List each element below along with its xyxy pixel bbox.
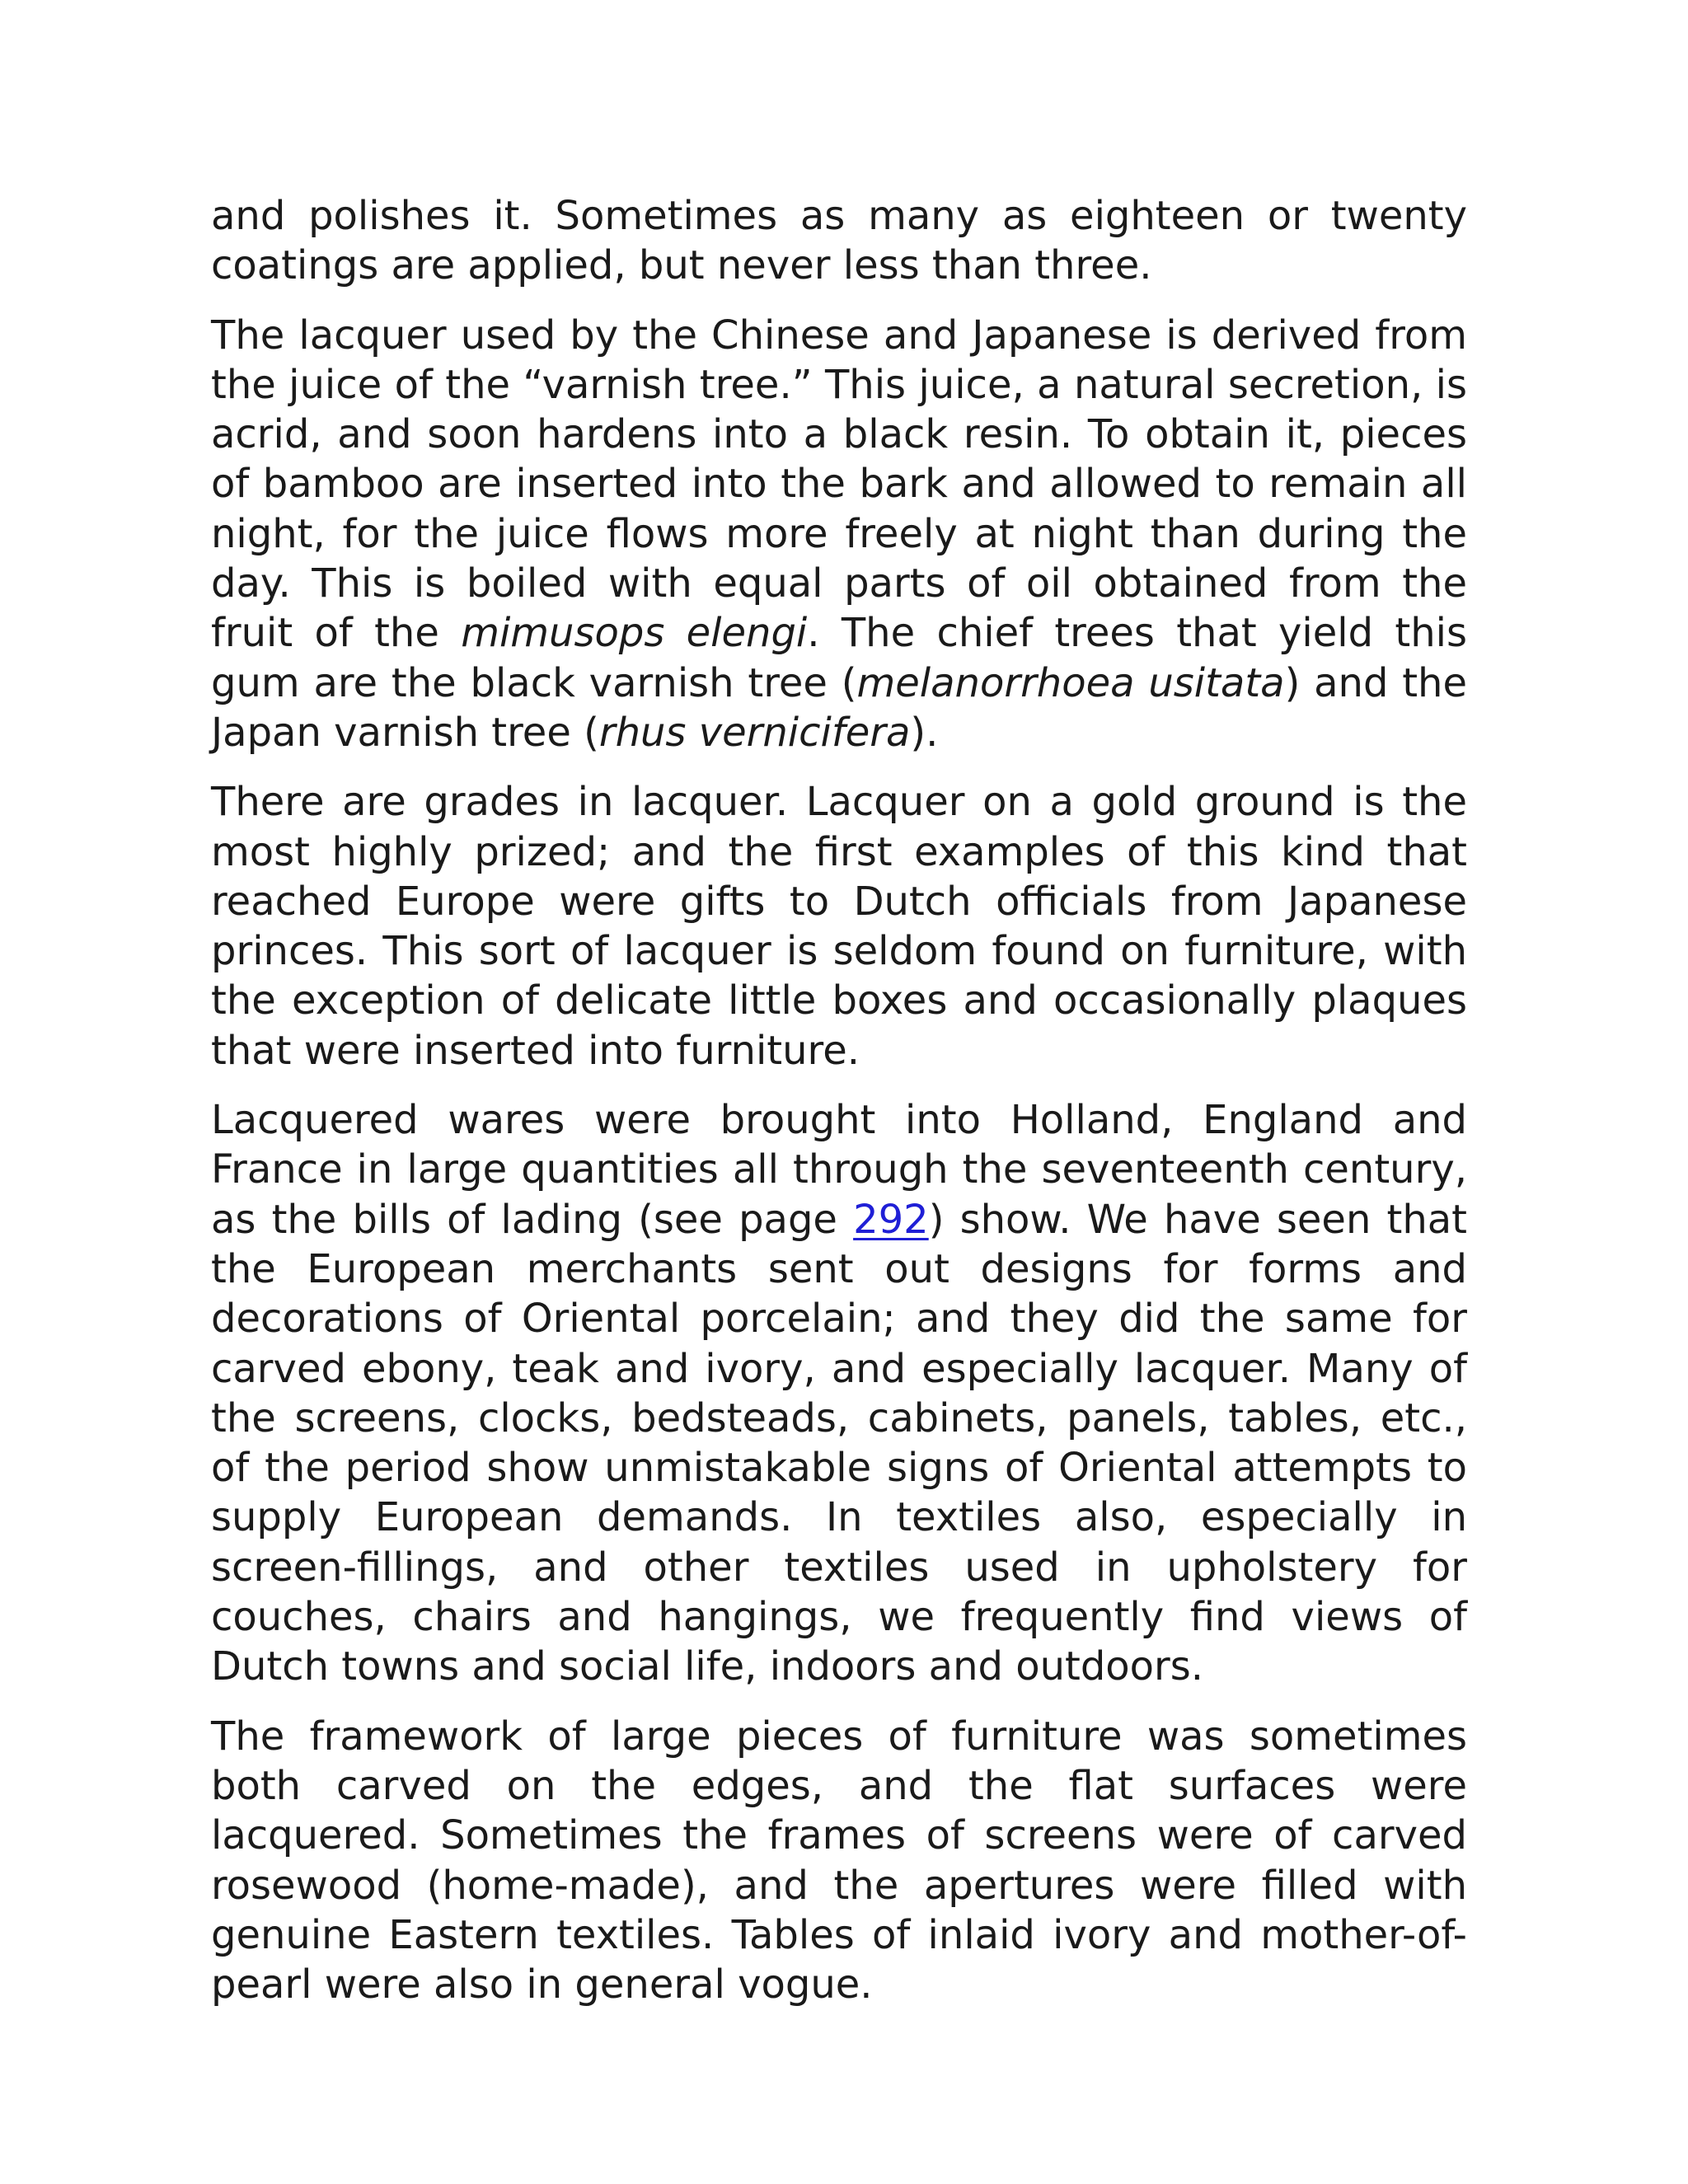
- paragraph-2-text: ).: [910, 709, 939, 756]
- paragraph-1: [211, 191, 1467, 291]
- species-name-mimusops: mimusops elengi: [461, 610, 808, 657]
- paragraph-4-text: Lacquered wares were brought into Holland, England and France in large quantities all through the seventeenth century, as the bills of lading (see page: [211, 1097, 1467, 1243]
- paragraph-2-text: . The chief trees that yield this gum are the black varnish tree (: [211, 610, 1467, 706]
- paragraph-3: [211, 777, 1467, 1076]
- species-name-melanorrhoea: melanorrhoea usitata: [856, 659, 1285, 706]
- paragraph-1-text: and polishes it. Sometimes as many as eighteen or twenty coatings are applied, but never less than three.: [211, 193, 1467, 289]
- paragraph-2-text: ) and the Japan varnish tree (: [211, 659, 1467, 756]
- species-name-rhus: rhus vernicifera: [598, 709, 911, 756]
- document-page: [211, 191, 1467, 2029]
- paragraph-5: [211, 1712, 1467, 2010]
- paragraph-4: [211, 1095, 1467, 1692]
- paragraph-3-text: There are grades in lacquer. Lacquer on a gold ground is the most highly prized; and the first examples of this kind that reached Europe were gifts to Dutch officials from Japanese princes. This sort of lacquer is seldom found on furniture, with the exception of delicate little boxes and occasionally plaques that were inserted into furniture.: [211, 779, 1467, 1074]
- paragraph-2: [211, 311, 1467, 758]
- page-reference-link[interactable]: 292: [853, 1196, 929, 1243]
- paragraph-4-text: ) show. We have seen that the European merchants sent out designs for forms and decorations of Oriental porcelain; and they did the same for carved ebony, teak and ivory, and especially lacquer. Many of the screens, clocks, bedsteads, cabinets, panels, tables, etc., of the period show unmistakable signs of Oriental attempts to supply European demands. In textiles also, especially in screen-fillings, and other textiles used in upholstery for couches, chairs and hangings, we frequently find views of Dutch towns and social life, indoors and outdoors.: [211, 1196, 1468, 1690]
- paragraph-2-text: The lacquer used by the Chinese and Japanese is derived from the juice of the “varnish tree.” This juice, a natural secretion, is acrid, and soon hardens into a black resin. To obtain it, pieces of bamboo are inserted into the bark and allowed to remain all night, for the juice flows more freely at night than during the day. This is boiled with equal parts of oil obtained from the fruit of the: [211, 312, 1467, 657]
- paragraph-5-text: The framework of large pieces of furniture was sometimes both carved on the edges, and the flat surfaces were lacquered. Sometimes the frames of screens were of carved rosewood (home-made), and the apertures were filled with genuine Eastern textiles. Tables of inlaid ivory and mother-of-pearl were also in general vogue.: [211, 1713, 1467, 2008]
